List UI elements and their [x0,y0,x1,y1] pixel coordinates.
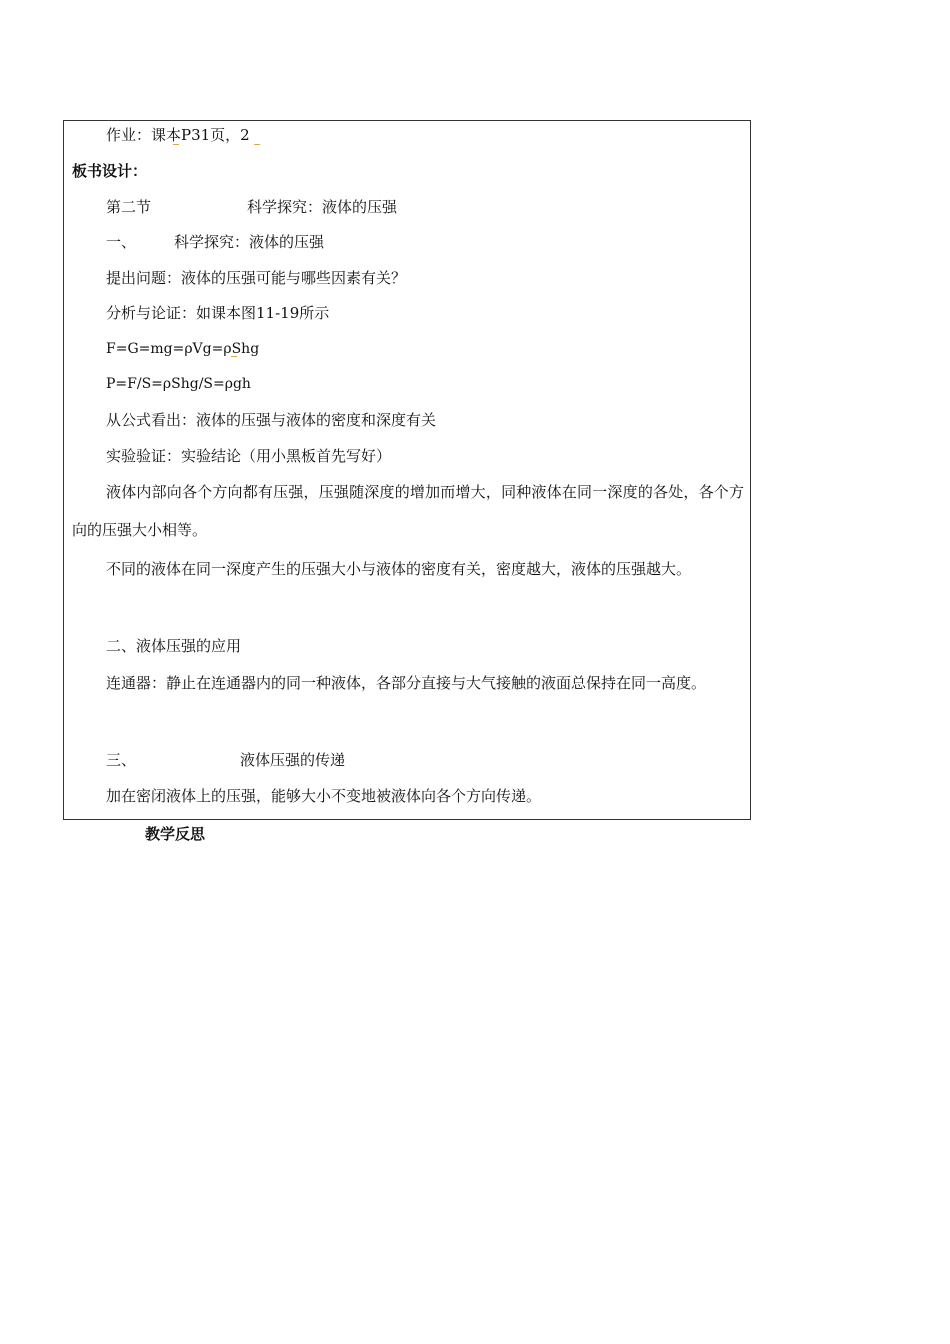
board-design-label: 板书设计： [72,162,148,180]
formula-conclusion: 从公式看出：液体的压强与液体的密度和深度有关 [106,411,437,429]
experiment-line: 实验验证：实验结论（用小黑板首先写好） [106,447,392,465]
section-title: 科学探究：液体的压强 [247,198,398,216]
homework-line: 作业：课本P31页，2 [106,126,250,144]
proofread-mark [254,141,260,145]
analysis-line: 分析与论证：如课本图11-19所示 [106,304,330,322]
part-one-number: 一、 [106,233,137,251]
conclusion-paragraph-1: 液体内部向各个方向都有压强，压强随深度的增加而增大，同种液体在同一深度的各处，各个方向的压强大小相等。 [72,483,744,539]
section-heading [106,197,397,217]
conclusion-paragraph-2: 不同的液体在同一深度产生的压强大小与液体的密度有关，密度越大，液体的压强越大。 [106,560,692,578]
teaching-reflection-label: 教学反思 [145,825,206,843]
formula-2: P=F/S=ρShg/S=ρgh [106,376,251,392]
question-line: 提出问题：液体的压强可能与哪些因素有关？ [106,269,407,287]
part-one-title: 科学探究：液体的压强 [174,233,325,251]
part-three-heading [106,750,345,770]
part-one-heading [106,232,324,252]
part-three-title: 液体压强的传递 [240,751,346,769]
part-two-heading: 二、液体压强的应用 [106,637,242,655]
transmission-line: 加在密闭液体上的压强，能够大小不变地被液体向各个方向传递。 [106,787,542,805]
lesson-plan-box [63,120,751,820]
part-three-number: 三、 [106,751,137,769]
formula-1: F=G=mg=ρVg=ρShg [106,341,260,357]
proofread-mark [231,353,237,357]
proofread-mark [173,141,179,145]
section-number: 第二节 [106,198,152,216]
connector-paragraph: 连通器：静止在连通器内的同一种液体，各部分直接与大气接触的液面总保持在同一高度。 [106,674,707,692]
